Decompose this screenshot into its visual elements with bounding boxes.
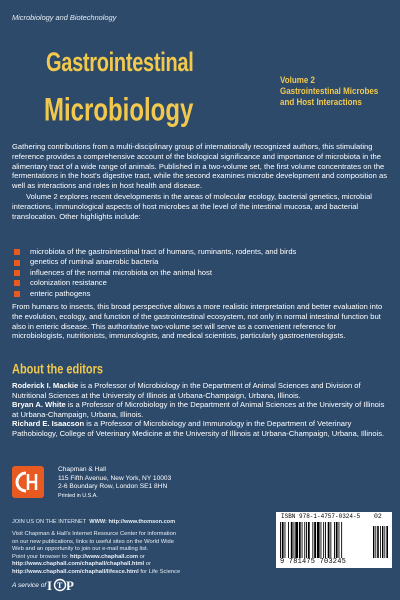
chaphall-page-link[interactable]: http://www.chaphall.com/chaphall/chaphall.html (12, 561, 145, 568)
volume-number: Volume 2 (280, 75, 315, 86)
thomson-link[interactable]: http://www.thomson.com (108, 519, 176, 525)
list-item: microbiota of the gastrointestinal tract of humans, ruminants, rodents, and birds (14, 247, 384, 257)
intro-paragraph: Gathering contributions from a multi-disciplinary group of internationally recognized authors, this stimulating reference provides a comprehensive account of the biological significance and importance of microbiota in the alimentary tract of a wide range of animals. Published in a two-volume set, the first volume concentrates on the fermentations in the host's digestive tract, while the second examines microbe development and composition as well as interactions and roles in host health and disease. (12, 142, 388, 191)
list-item: enteric pathogens (14, 289, 384, 299)
service-of-text: A service of (12, 582, 47, 589)
list-item: colonization resistance (14, 278, 384, 288)
visit-info: Visit Chapman & Hall's Internet Resource Center for information on our new publications, links to useful sites on the World Wide Web and an opportunity to join our e-mail mailing list. Point your browser to: http://www.chaphall.com or http://www.chaphall.com/chaphall/chaphall.html or http://www.chaphall.com/chaphall/lifesce.html for Life Science (12, 531, 181, 575)
volume-info (280, 74, 390, 107)
list-item: influences of the normal microbiota on the animal host (14, 268, 384, 278)
book-title (36, 40, 266, 135)
bullet-square-icon (14, 260, 20, 266)
itp-logo-icon (46, 577, 76, 593)
list-item: genetics of ruminal anaerobic bacteria (14, 257, 384, 267)
editors-heading: About the editors (12, 362, 104, 377)
bullet-square-icon (14, 280, 20, 286)
editor-name: Roderick I. Mackie (12, 381, 79, 390)
svg-text:I: I (47, 578, 53, 593)
editor-name: Bryan A. White (12, 400, 66, 410)
editors-list (12, 381, 390, 439)
title-line-2: Microbiology (44, 92, 194, 129)
addon-barcode-icon (373, 522, 389, 558)
editor-entry: Richard E. Isaacson is a Professor of Microbiology and Immunology in the Department of Veterinary Pathobiology, College of Veterinary Medicine at the University of Illinois at Urbana-Champaign, Urbana, Illinois. (12, 419, 385, 438)
editor-entry: Bryan A. White is a Professor of Microbiology in the Department of Animal Sciences at the University of Illinois at Urbana-Champaign, Urbana, Illinois. (12, 400, 385, 419)
bullet-square-icon (14, 270, 20, 276)
barcode-icon (280, 522, 370, 558)
publisher-address-london: 2-6 Boundary Row, London SE1 8HN (58, 483, 168, 491)
volume-subtitle-2: and Host Interactions (280, 97, 362, 108)
editor-name: Richard E. Isaacson (12, 419, 85, 429)
publisher-address-ny: 115 Fifth Avenue, New York, NY 10003 (58, 474, 172, 482)
intro-paragraph-2: Volume 2 explores recent developments in the areas of molecular ecology, bacterial genetics, microbial interactions, immunological aspects of host microbes at the level of the intestinal mucosa, and bacterial translocation. Other highlights include: (12, 191, 372, 221)
svg-text:T: T (57, 581, 63, 590)
barcode-addon-number: 02 (374, 513, 382, 520)
printed-in: Printed in U.S.A. (58, 492, 98, 499)
series-title: Microbiology and Biotechnology (12, 13, 117, 22)
publisher-info (58, 466, 171, 500)
chapman-hall-logo-icon (12, 466, 44, 498)
barcode-digits: 9 781475 703245 (280, 558, 347, 566)
join-internet: JOIN US ON THE INTERNET WWW: http://www.thomson.com (12, 519, 176, 525)
bullet-square-icon (14, 249, 20, 255)
bullet-square-icon (14, 291, 20, 297)
highlights-list (14, 247, 384, 299)
isbn-number: ISBN 978-1-4757-0324-5 (281, 513, 361, 520)
description (12, 142, 390, 221)
publisher-name: Chapman & Hall (58, 466, 107, 473)
isbn-barcode-box (276, 512, 392, 568)
svg-text:P: P (66, 578, 74, 593)
chaphall-link[interactable]: http://www.chaphall.com (70, 553, 139, 560)
perspective-paragraph: From humans to insects, this broad perspective allows a more realistic interpretation and better evaluation into the evolution, ecology, and function of the gastrointestinal ecosystem, not only in normal intestinal function but also in enteric disease. This authoritative two-volume set will serve as a convenient reference for microbiologists, nutritionists, immunologists, and medical scientists, particularly gastroenterologists. (12, 302, 383, 341)
lifesce-link[interactable]: http://www.chaphall.com/chaphall/lifesce.html (12, 568, 139, 575)
volume-subtitle-1: Gastrointestinal Microbes (280, 86, 379, 97)
editor-entry: Roderick I. Mackie is a Professor of Microbiology in the Department of Animal Sciences and Division of Nutritional Sciences at the University of Illinois at Urbana-Champaign, Urbana, Illinois. (12, 381, 361, 400)
title-line-1: Gastrointestinal (46, 48, 194, 78)
